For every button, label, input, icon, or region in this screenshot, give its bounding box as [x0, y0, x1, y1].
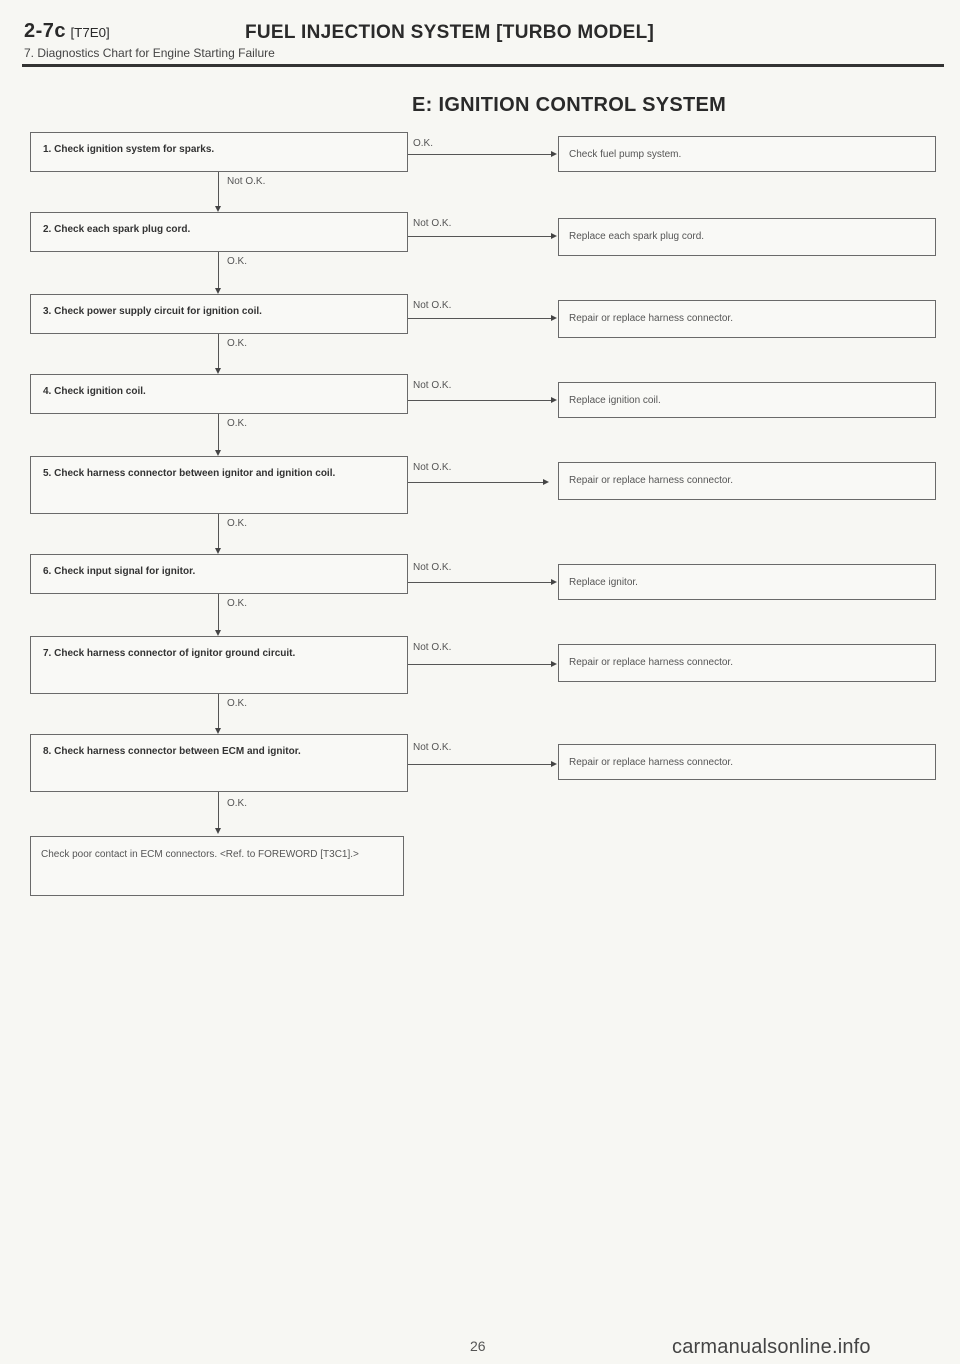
result-text: Repair or replace harness connector.: [569, 757, 733, 768]
result-text: Repair or replace harness connector.: [569, 313, 733, 324]
final-box: [30, 836, 404, 896]
result-text: Replace ignition coil.: [569, 395, 661, 406]
side-label: Not O.K.: [413, 300, 452, 311]
result-text: Repair or replace harness connector.: [569, 657, 733, 668]
connector-right: [408, 236, 552, 237]
down-label: O.K.: [227, 418, 248, 429]
result-text: Check fuel pump system.: [569, 149, 682, 160]
arrow-right: [551, 315, 557, 321]
header-rule: [22, 64, 944, 67]
connector-down: [218, 594, 219, 634]
connector-down: [218, 172, 219, 210]
arrow-right: [551, 233, 557, 239]
step-box-7: [30, 636, 408, 694]
side-label: O.K.: [413, 138, 434, 149]
result-text: Repair or replace harness connector.: [569, 475, 733, 486]
side-label: Not O.K.: [413, 562, 452, 573]
page-code-number: 2-7c: [24, 20, 67, 42]
down-label: O.K.: [227, 256, 248, 267]
side-label: Not O.K.: [413, 642, 452, 653]
result-box-3: [558, 300, 936, 338]
down-label: O.K.: [227, 518, 248, 529]
side-label: Not O.K.: [413, 462, 452, 473]
result-box-6: [558, 564, 936, 600]
step-box-1: [30, 132, 408, 172]
result-box-7: [558, 644, 936, 682]
down-label: Not O.K.: [227, 176, 266, 187]
down-label: O.K.: [227, 798, 248, 809]
connector-right: [408, 664, 552, 665]
step-text: 3. Check power supply circuit for ignition coil.: [43, 306, 262, 317]
arrow-right: [551, 151, 557, 157]
step-box-8: [30, 734, 408, 792]
step-box-6: [30, 554, 408, 594]
page-code-ref: [T7E0]: [70, 25, 110, 40]
step-text: 8. Check harness connector between ECM and ignitor.: [43, 746, 301, 757]
result-box-2: [558, 218, 936, 256]
side-label: Not O.K.: [413, 742, 452, 753]
section-title: E: IGNITION CONTROL SYSTEM: [412, 94, 727, 116]
arrow-down: [215, 828, 221, 834]
result-box-8: [558, 744, 936, 780]
step-text: 5. Check harness connector between ignitor and ignition coil.: [43, 468, 336, 479]
side-label: Not O.K.: [413, 218, 452, 229]
connector-right: [408, 154, 552, 155]
final-text: Check poor contact in ECM connectors. <Ref. to FOREWORD [T3C1].>: [41, 849, 359, 860]
side-label: Not O.K.: [413, 380, 452, 391]
connector-down: [218, 252, 219, 292]
watermark: carmanualsonline.info: [672, 1336, 871, 1358]
down-label: O.K.: [227, 338, 248, 349]
step-text: 4. Check ignition coil.: [43, 386, 146, 397]
result-box-4: [558, 382, 936, 418]
step-text: 6. Check input signal for ignitor.: [43, 566, 196, 577]
step-text: 7. Check harness connector of ignitor ground circuit.: [43, 648, 296, 659]
connector-right: [408, 400, 552, 401]
connector-down: [218, 514, 219, 552]
arrow-right: [551, 397, 557, 403]
page-code: [24, 20, 110, 43]
arrow-right: [543, 479, 549, 485]
down-label: O.K.: [227, 598, 248, 609]
step-text: 2. Check each spark plug cord.: [43, 224, 191, 235]
result-text: Replace ignitor.: [569, 577, 638, 588]
page-title: FUEL INJECTION SYSTEM [TURBO MODEL]: [245, 22, 655, 43]
connector-right: [408, 318, 552, 319]
result-box-1: [558, 136, 936, 172]
down-label: O.K.: [227, 698, 248, 709]
page-subtitle: 7. Diagnostics Chart for Engine Starting Failure: [24, 46, 275, 60]
connector-right: [408, 764, 552, 765]
result-text: Replace each spark plug cord.: [569, 231, 705, 242]
connector-down: [218, 334, 219, 372]
arrow-right: [551, 761, 557, 767]
step-text: 1. Check ignition system for sparks.: [43, 144, 215, 155]
step-box-5: [30, 456, 408, 514]
connector-right: [408, 482, 544, 483]
result-box-5: [558, 462, 936, 500]
connector-down: [218, 792, 219, 832]
connector-down: [218, 414, 219, 454]
step-box-2: [30, 212, 408, 252]
arrow-right: [551, 579, 557, 585]
step-box-3: [30, 294, 408, 334]
connector-down: [218, 694, 219, 732]
connector-right: [408, 582, 552, 583]
arrow-right: [551, 661, 557, 667]
step-box-4: [30, 374, 408, 414]
page-number: 26: [470, 1338, 486, 1354]
